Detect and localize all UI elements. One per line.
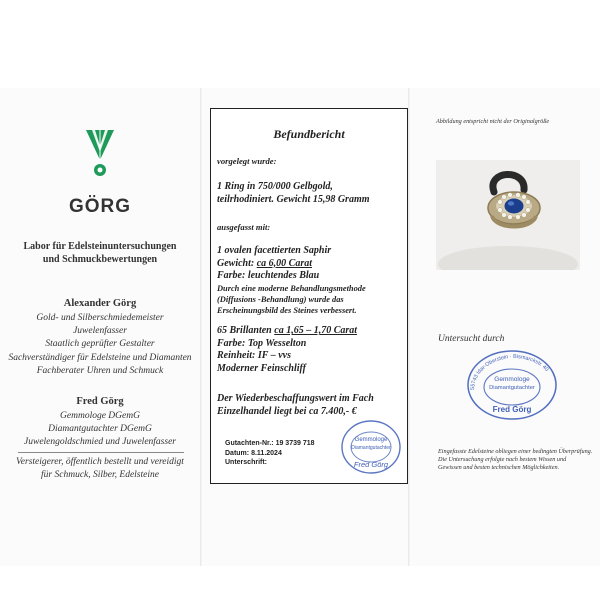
signature-label: Unterschrift: [225, 459, 268, 466]
treatment-note [217, 283, 405, 316]
stamp-middle-text: Diamantgutachter [489, 385, 535, 391]
footnote-line: Die Untersuchung erfolgte nach bestem Wissen und [438, 456, 567, 463]
ring-photo [436, 160, 580, 270]
left-panel [0, 88, 200, 566]
right-panel [412, 88, 600, 566]
qualification-line: Diamantgutachter DGemG [48, 424, 152, 435]
weight-value: ca 6,00 Carat [256, 257, 312, 269]
lab-title-line: Labor für Edelsteinuntersuchungen [23, 241, 177, 252]
set-with-label: ausgefasst mit: [217, 222, 271, 232]
value-line: Der Wiederbeschaffungswert im Fach [217, 393, 374, 404]
treatment-line: Erscheinungsbild des Steines verbessert. [217, 306, 357, 315]
stamp-middle-text: Diamantgutachter [351, 445, 391, 451]
photo-caption: Abbildung entspricht nicht der Originalgröße [436, 118, 550, 125]
lab-title-line: und Schmuckbewertungen [42, 254, 158, 265]
item-description [217, 181, 405, 206]
certificate-meta [225, 439, 315, 468]
fold-line [200, 88, 202, 566]
certificate-number: 19 3739 718 [275, 440, 315, 447]
ring-photo-icon [436, 160, 580, 270]
weight-label: Gewicht: [217, 257, 255, 269]
divider [18, 452, 184, 453]
stamp-bottom-text: Fred Görg [353, 460, 389, 469]
report-title: Befundbericht [273, 127, 345, 141]
stamp-top-text: Gemmologe [494, 376, 530, 383]
diamond-clarity: Reinheit: IF – vvs [217, 350, 291, 361]
color-line: Farbe: leuchtendes Blau [217, 270, 320, 281]
examination-footnote [438, 448, 600, 472]
value-line: Einzelhandel liegt bei ca 7.400,- € [217, 405, 357, 417]
date-value: 8.11.2024 [251, 449, 282, 457]
replacement-value [217, 393, 405, 418]
brilliants-count: 65 Brillanten [217, 325, 272, 336]
diamond-details [217, 325, 405, 375]
footnote-line: Gewissen und besten technischen Möglichkeiten. [438, 464, 560, 471]
footnote-line: Eingefasste Edelsteine obliegen einer bedingten Überprüfung. [438, 448, 593, 455]
lab-title [0, 240, 200, 266]
examined-by-label: Untersucht durch [438, 334, 505, 344]
auctioneer-line: für Schmuck, Silber, Edelsteine [41, 470, 159, 481]
report-box [210, 108, 408, 484]
stamp-ring-text: 55743 Idar-Oberstein · Bismarckstr. 40 [469, 353, 550, 391]
brilliants-weight: ca 1,65 – 1,70 Carat [274, 325, 358, 336]
auctioneer-line: Versteigerer, öffentlich bestellt und vereidigt [16, 457, 184, 467]
qualification-line: Juwelengoldschmied und Juwelenfasser [24, 437, 176, 448]
date-row [225, 449, 315, 459]
certificate-number-row [225, 439, 315, 449]
qualification-line: Gold- und Silberschmiedemeister [36, 313, 164, 323]
stamp-top-text: Gemmologe [354, 437, 388, 443]
certificate-number-label: Gutachten-Nr.: [225, 440, 274, 447]
auctioneer-note [0, 456, 200, 482]
item-line: teilrhodiniert. Gewicht 15,98 Gramm [217, 193, 370, 205]
person-qualifications [0, 410, 200, 450]
round-ink-stamp-icon [464, 346, 560, 424]
round-ink-stamp-icon [339, 417, 403, 477]
sapphire-details [217, 245, 405, 283]
qualification-line: Fachberater Uhren und Schmuck [36, 365, 164, 376]
brilliants-line [217, 325, 405, 338]
treatment-line: (Diffusions -Behandlung) wurde das [217, 295, 344, 304]
qualification-line: Juwelenfasser [73, 326, 127, 337]
brand-name: GÖRG [68, 196, 132, 217]
diamond-cut: Moderner Feinschliff [217, 362, 306, 374]
stone-line: 1 ovalen facettierten Saphir [217, 245, 332, 256]
qualification-line: Sachverständiger für Edelsteine und Diamanten [8, 352, 192, 363]
diamond-color: Farbe: Top Wesselton [217, 337, 307, 349]
fold-line [408, 88, 410, 566]
date-label: Datum: [225, 449, 250, 457]
item-line: 1 Ring in 750/000 Gelbgold, [217, 181, 333, 192]
person-name: Fred Görg [76, 396, 124, 407]
gem-pendant-logo-icon [84, 130, 116, 182]
weight-line [217, 258, 405, 271]
person-qualifications [0, 312, 200, 378]
qualification-line: Gemmologe DGemG [60, 411, 140, 421]
qualification-line: Staatlich geprüfter Gestalter [45, 339, 155, 350]
person-name: Alexander Görg [63, 298, 137, 309]
presented-label: vorgelegt wurde: [217, 156, 277, 166]
treatment-line: Durch eine moderne Behandlungsmethode [217, 284, 366, 293]
stamp-bottom-text: Fred Görg [492, 405, 532, 414]
